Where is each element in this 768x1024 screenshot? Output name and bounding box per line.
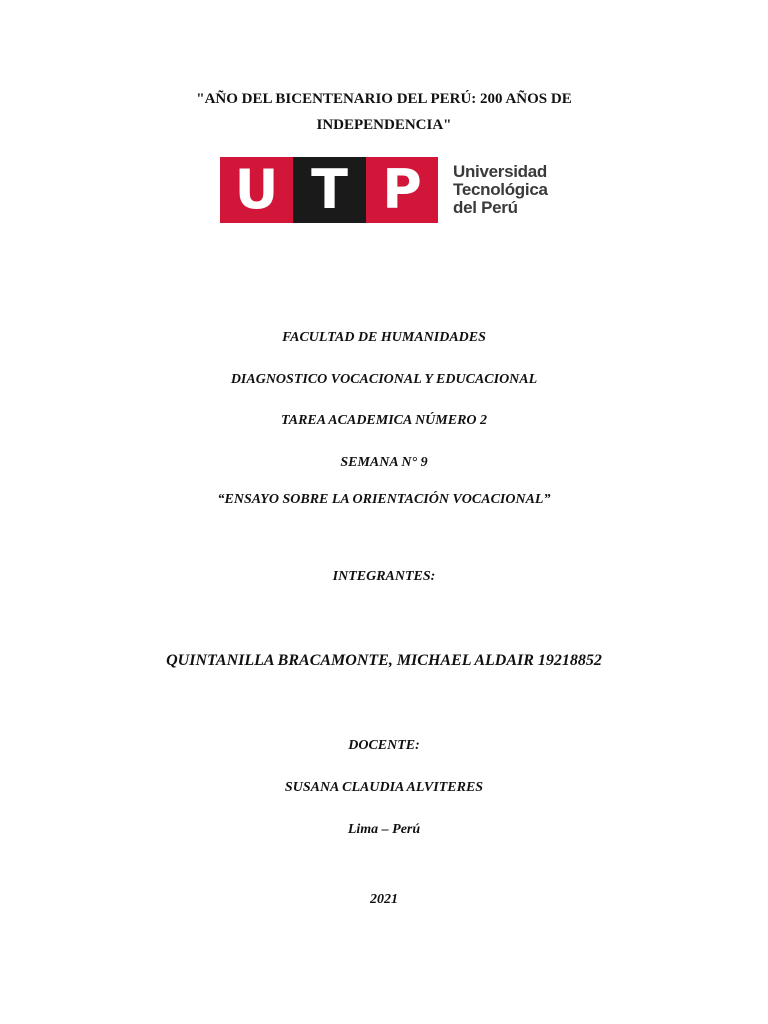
motto-line-2: INDEPENDENCIA" [316, 117, 452, 133]
week: SEMANA N° 9 [340, 455, 428, 470]
logo-university-name [453, 163, 548, 217]
logo-letter-t: T [293, 157, 366, 223]
year: 2021 [370, 892, 398, 907]
member-name: QUINTANILLA BRACAMONTE, MICHAEL ALDAIR 19218852 [166, 652, 602, 669]
assignment: TAREA ACADEMICA NÚMERO 2 [280, 413, 488, 428]
place: Lima – Perú [347, 822, 421, 837]
teacher-name: SUSANA CLAUDIA ALVITERES [284, 780, 484, 795]
utp-logo [220, 157, 550, 223]
members-label: INTEGRANTES: [332, 569, 436, 584]
motto-line-1: "AÑO DEL BICENTENARIO DEL PERÚ: 200 AÑOS DE [196, 91, 572, 107]
teacher-label: DOCENTE: [348, 738, 420, 753]
logo-letter-u: U [220, 157, 293, 223]
logo-letter-p: P [366, 157, 438, 223]
logo-name-line-1: Universidad [453, 162, 548, 181]
logo-name-line-3: del Perú [453, 198, 518, 217]
course: DIAGNOSTICO VOCACIONAL Y EDUCACIONAL [230, 372, 538, 387]
logo-name-line-2: Tecnológica [453, 180, 548, 199]
essay-title: “ENSAYO SOBRE LA ORIENTACIÓN VOCACIONAL” [217, 492, 551, 507]
faculty: FACULTAD DE HUMANIDADES [282, 330, 486, 345]
